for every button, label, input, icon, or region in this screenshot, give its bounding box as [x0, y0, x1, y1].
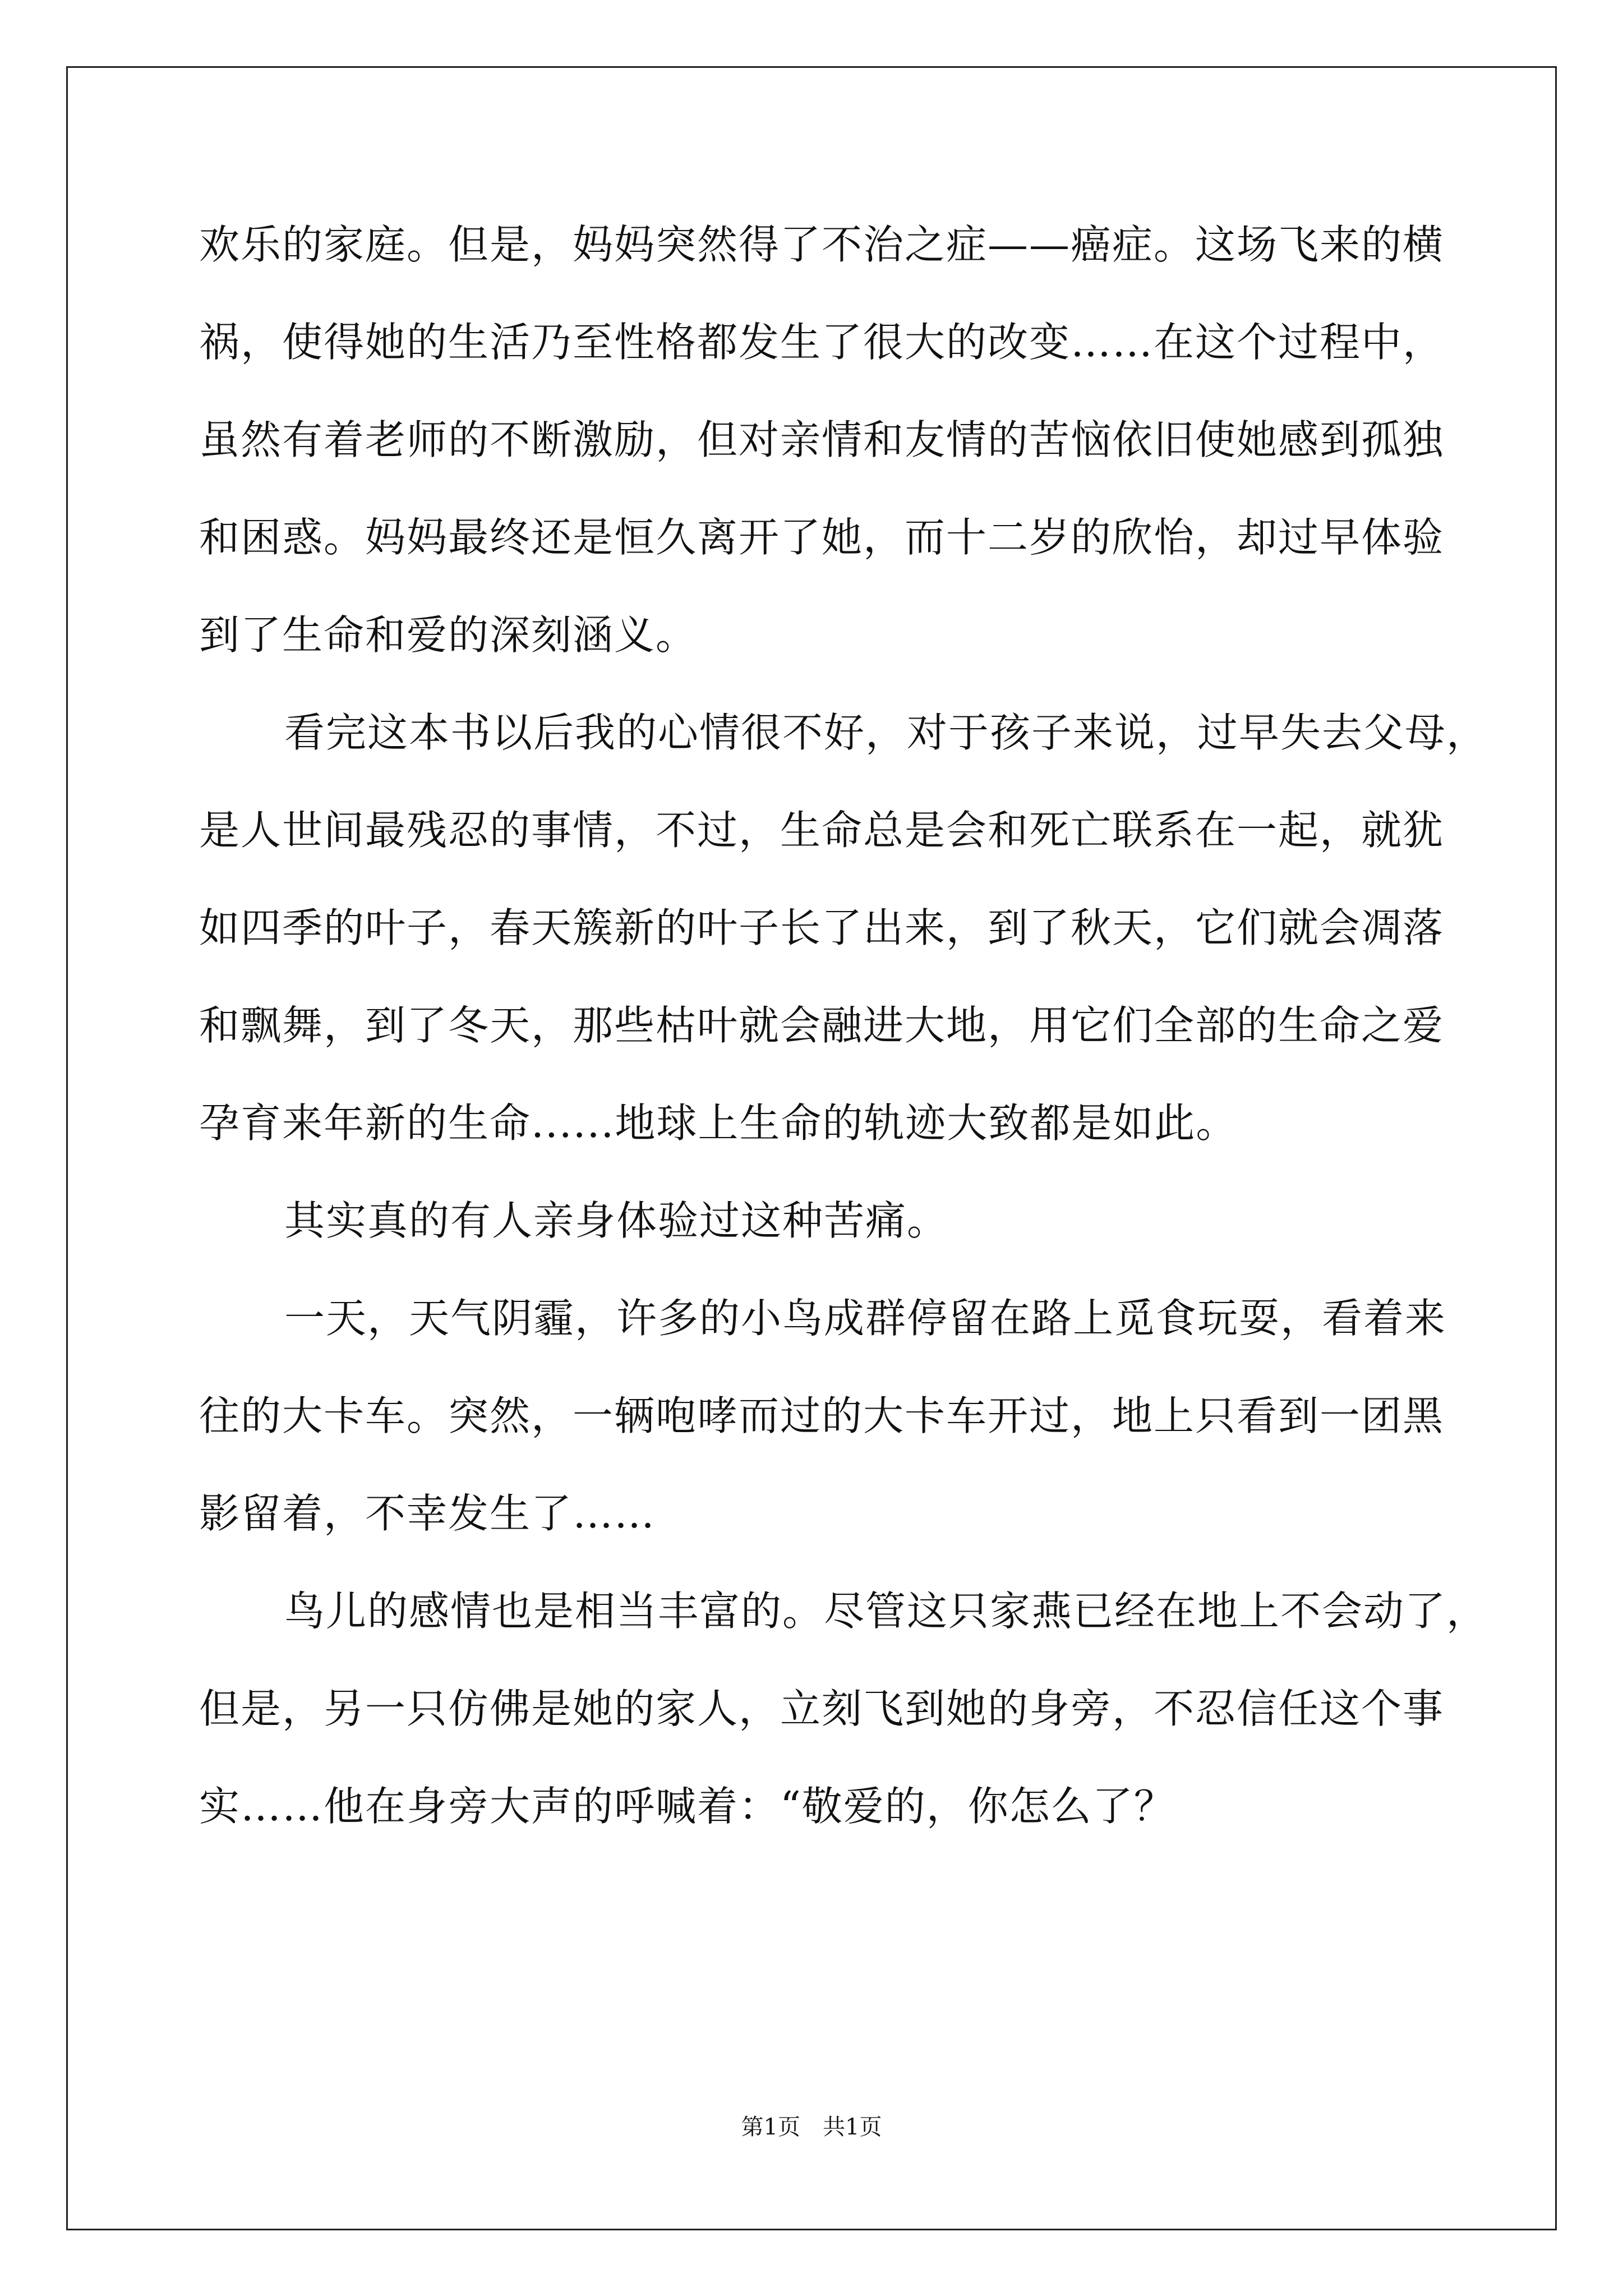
text-line: 其实真的有人亲身体验过这种苦痛。	[284, 1197, 949, 1244]
text-line: 虽然有着老师的不断激励，但对亲情和友情的苦恼依旧使她感到孤独	[199, 416, 1445, 463]
text-line: 看完这本书以后我的心情很不好，对于孩子来说，过早失去父母，	[284, 709, 1488, 756]
text-line: 孕育来年新的生命......地球上生命的轨迹大致都是如此。	[199, 1099, 1238, 1147]
text-line: 欢乐的家庭。但是，妈妈突然得了不治之症——癌症。这场飞来的横	[199, 221, 1445, 268]
text-line: 和困惑。妈妈最终还是恒久离开了她，而十二岁的欣怡，却过早体验	[199, 514, 1445, 561]
text-line: 影留着，不幸发生了……	[199, 1490, 656, 1537]
text-line: 鸟儿的感情也是相当丰富的。尽管这只家燕已经在地上不会动了，	[284, 1588, 1488, 1635]
page-footer: 第1页 共1页	[741, 2114, 882, 2140]
text-line: 祸，使得她的生活乃至性格都发生了很大的改变……在这个过程中，	[199, 319, 1445, 366]
text-line: 如四季的叶子，春天簇新的叶子长了出来，到了秋天，它们就会凋落	[199, 904, 1445, 951]
text-line: 到了生命和爱的深刻涵义。	[199, 611, 698, 659]
text-line: 和飘舞，到了冬天，那些枯叶就会融进大地，用它们全部的生命之爱	[199, 1002, 1445, 1049]
document-body	[199, 213, 1488, 1872]
text-line: 往的大卡车。突然，一辆咆哮而过的大卡车开过，地上只看到一团黑	[199, 1392, 1445, 1439]
text-line: 是人世间最残忍的事情，不过，生命总是会和死亡联系在一起，就犹	[199, 807, 1445, 854]
text-line: 实……他在身旁大声的呼喊着：“敬爱的，你怎么了？	[199, 1783, 1175, 1830]
text-line: 但是，另一只仿佛是她的家人，立刻飞到她的身旁，不忍信任这个事	[199, 1685, 1445, 1732]
text-line: 一天，天气阴霾，许多的小鸟成群停留在路上觅食玩耍，看着来	[284, 1295, 1447, 1342]
